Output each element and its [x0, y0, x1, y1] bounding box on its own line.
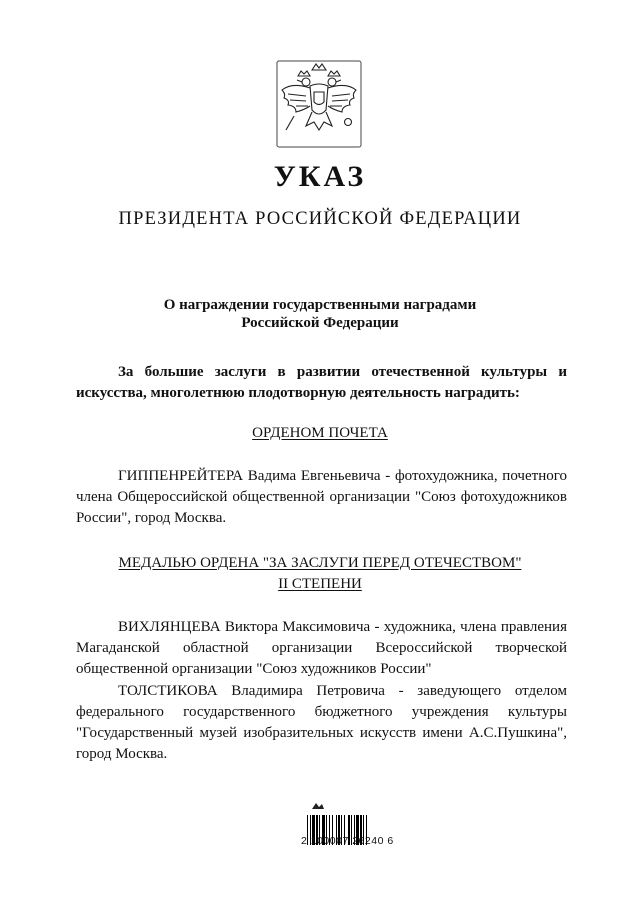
document-subtitle: ПРЕЗИДЕНТА РОССИЙСКОЙ ФЕДЕРАЦИИ [118, 209, 522, 229]
heading-line-2: Российской Федерации [241, 315, 399, 331]
decree-heading [0, 296, 640, 332]
section2-title [0, 553, 640, 595]
section1-title-text: ОРДЕНОМ ПОЧЕТА [252, 425, 388, 441]
section2-title-line-1: МЕДАЛЬЮ ОРДЕНА "ЗА ЗАСЛУГИ ПЕРЕД ОТЕЧЕСТВОМ" [118, 555, 522, 571]
section1-title [0, 425, 640, 442]
barcode-number: 2 100007 26240 6 [301, 835, 394, 847]
heading-line-1: О награждении государственными наградами [163, 297, 477, 313]
intro-paragraph: За большие заслуги в развитии отечественной культуры и искусства, многолетнюю плодотворную деятельность наградить: [76, 364, 567, 401]
document-title: УКАЗ [273, 160, 367, 193]
barcode-mark-icon [310, 800, 326, 812]
section2-title-line-2: II СТЕПЕНИ [278, 576, 362, 592]
section2-entry-2: ТОЛСТИКОВА Владимира Петровича - заведующего отделом федерального государственного бюджетного учреждения культуры "Государственный музей изобразительных искусств имени А.С.Пушкина", город Москва. [76, 683, 567, 762]
section2-entry-1: ВИХЛЯНЦЕВА Виктора Максимовича - художника, члена правления Магаданской областной организации Всероссийской творческой общественной организации "Союз художников России" [76, 619, 567, 677]
section1-text: ГИППЕНРЕЙТЕРА Вадима Евгеньевича - фотохудожника, почетного члена Общероссийской общественной организации "Союз фотохудожников России", город Москва. [76, 468, 567, 526]
coat-of-arms-icon [276, 60, 362, 150]
